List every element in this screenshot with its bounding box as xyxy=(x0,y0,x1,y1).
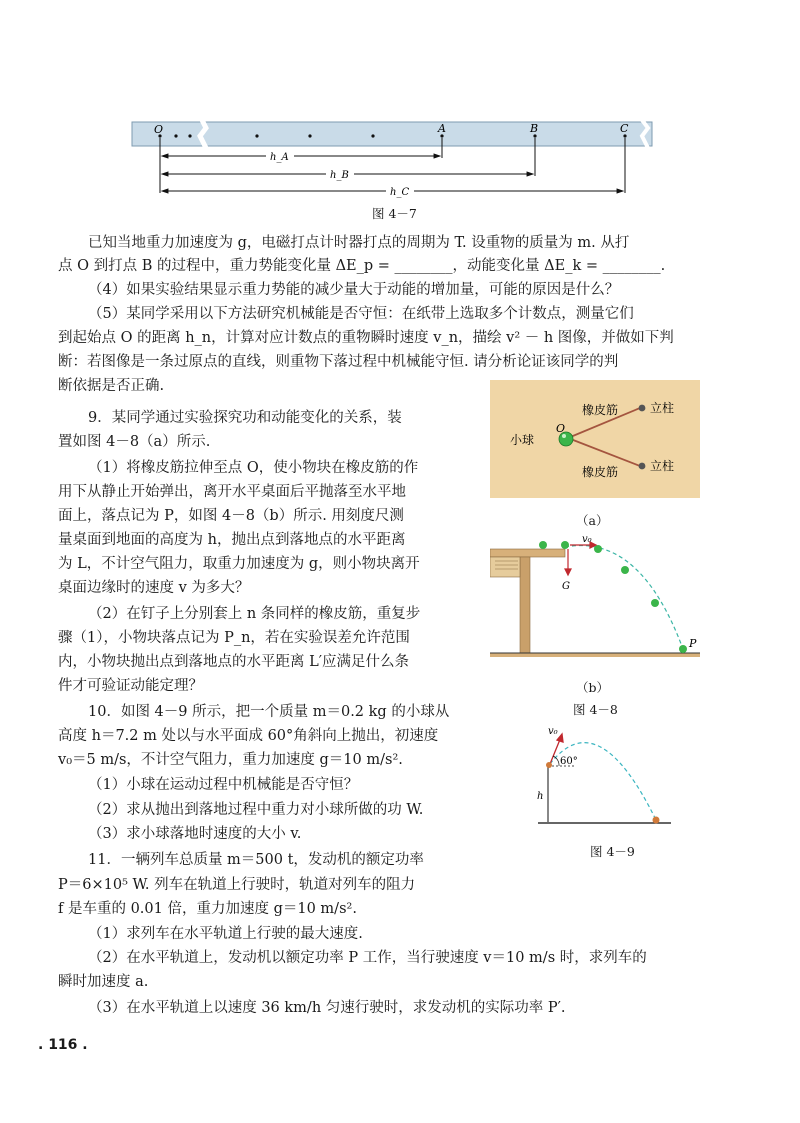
dim-hC-label: h_C xyxy=(390,187,410,198)
post-bottom-label: 立柱 xyxy=(650,459,675,473)
figure-4-8a-caption: （a） xyxy=(576,513,609,528)
text-line: （1）将橡皮筋拉伸至点 O，使小物块在橡皮筋的作 xyxy=(88,460,419,476)
landing-point-label: P xyxy=(689,637,697,650)
landing-ball-icon xyxy=(653,817,660,824)
text-line: 9．某同学通过实验探究功和动能变化的关系，装 xyxy=(88,410,402,426)
point-B-label: B xyxy=(530,122,539,135)
text-line: 骤（1），小物块落点记为 P_n，若在实验误差允许范围 xyxy=(58,630,410,646)
text-line: 桌面边缘时的速度 v 为多大？ xyxy=(58,580,250,596)
text-line: 到起始点 O 的距离 h_n，计算对应计数点的重物瞬时速度 v_n，描绘 v² － h 图像，并做如下判 xyxy=(58,330,674,346)
text-line: 置如图 4－8（a）所示. xyxy=(58,434,211,450)
text-line: 高度 h＝7.2 m 处以与水平面成 60°角斜向上抛出，初速度 xyxy=(58,728,439,744)
text-line: （3）在水平轨道上以速度 36 km/h 匀速行驶时，求发动机的实际功率 P′. xyxy=(88,1000,566,1016)
ball-label: 小球 xyxy=(510,433,535,447)
paper-tape xyxy=(132,122,652,146)
band-top-label: 橡皮筋 xyxy=(582,403,619,417)
velocity-label: v₀ xyxy=(548,726,558,737)
post-bottom-icon xyxy=(639,463,646,470)
text-line: 瞬时加速度 a. xyxy=(58,974,149,990)
text-line: v₀＝5 m/s，不计空气阻力，重力加速度 g＝10 m/s². xyxy=(58,752,403,768)
figure-4-7-caption: 图 4－7 xyxy=(372,206,417,221)
table-surface xyxy=(490,549,565,557)
text-line: （2）在水平轨道上，发动机以额定功率 P 工作，当行驶速度 v＝10 m/s 时，求列车的 xyxy=(88,950,647,966)
dim-hB-label: h_B xyxy=(330,170,349,181)
figure-4-9-caption: 图 4－9 xyxy=(590,844,635,859)
text-line: 断：若图像是一条过原点的直线，则重物下落过程中机械能守恒. 请分析论证该同学的判 xyxy=(58,354,619,370)
figure-4-9 xyxy=(536,722,676,832)
height-label: h xyxy=(537,791,544,802)
text-line: f 是车重的 0.01 倍，重力加速度 g＝10 m/s². xyxy=(58,901,357,917)
text-line: （2）求从抛出到落地过程中重力对小球所做的功 W. xyxy=(88,802,424,818)
text-line: 11．一辆列车总质量 m＝500 t，发动机的额定功率 xyxy=(88,852,424,868)
velocity-label: v₀ xyxy=(582,534,592,545)
text-line: 件才可验证动能定理？ xyxy=(58,678,203,694)
figure-4-8b-caption: （b） xyxy=(576,680,610,695)
text-line: （2）在钉子上分别套上 n 条同样的橡皮筋，重复步 xyxy=(88,606,421,622)
dim-hA-label: h_A xyxy=(270,152,289,163)
point-O-label: O xyxy=(556,422,566,435)
text-line: （4）如果实验结果显示重力势能的减少量大于动能的增加量，可能的原因是什么？ xyxy=(88,282,620,298)
point-A-label: A xyxy=(438,122,446,135)
text-line: 面上，落点记为 P，如图 4－8（b）所示. 用刻度尺测 xyxy=(58,508,404,524)
text-line: 断依据是否正确. xyxy=(58,378,165,394)
page-number: . 116 . xyxy=(38,1037,88,1053)
text-line: 内，小物块抛出点到落地点的水平距离 L′应满足什么条 xyxy=(58,654,410,670)
text-line: 量桌面到地面的高度为 h，抛出点到落地点的水平距离 xyxy=(58,532,406,548)
text-line: （1）小球在运动过程中机械能是否守恒？ xyxy=(88,777,359,793)
text-line: P＝6×10⁵ W. 列车在轨道上行驶时，轨道对列车的阻力 xyxy=(58,877,416,893)
figure-4-8-caption: 图 4－8 xyxy=(573,702,618,717)
text-line: （1）求列车在水平轨道上行驶的最大速度. xyxy=(88,926,363,942)
post-top-label: 立柱 xyxy=(650,401,675,415)
text-line: 已知当地重力加速度为 g，电磁打点计时器打点的周期为 T. 设重物的质量为 m. 从打 xyxy=(88,235,630,251)
text-line: 点 O 到打点 B 的过程中，重力势能变化量 ΔE_p = ________，动能变化量 ΔE_k = ________. xyxy=(58,258,666,274)
text-line: 为 L，不计空气阻力，取重力加速度为 g，则小物块离开 xyxy=(58,556,420,572)
figure-4-8b xyxy=(490,533,700,658)
point-C-label: C xyxy=(620,122,629,135)
ground xyxy=(490,653,700,657)
text-line: 用下从静止开始弹出，离开水平桌面后平抛落至水平地 xyxy=(58,484,406,500)
figure-4-8a xyxy=(490,380,700,500)
band-bottom-label: 橡皮筋 xyxy=(582,465,619,479)
text-line: （3）求小球落地时速度的大小 v. xyxy=(88,826,302,842)
post-top-icon xyxy=(639,405,646,412)
figure-4-7 xyxy=(130,118,660,218)
text-line: （5）某同学采用以下方法研究机械能是否守恒：在纸带上选取多个计数点，测量它们 xyxy=(88,306,634,322)
text-line: 10．如图 4－9 所示，把一个质量 m＝0.2 kg 的小球从 xyxy=(88,704,450,720)
point-O-label: O xyxy=(154,123,164,136)
angle-label: 60° xyxy=(560,756,578,767)
gravity-label: G xyxy=(562,581,570,592)
